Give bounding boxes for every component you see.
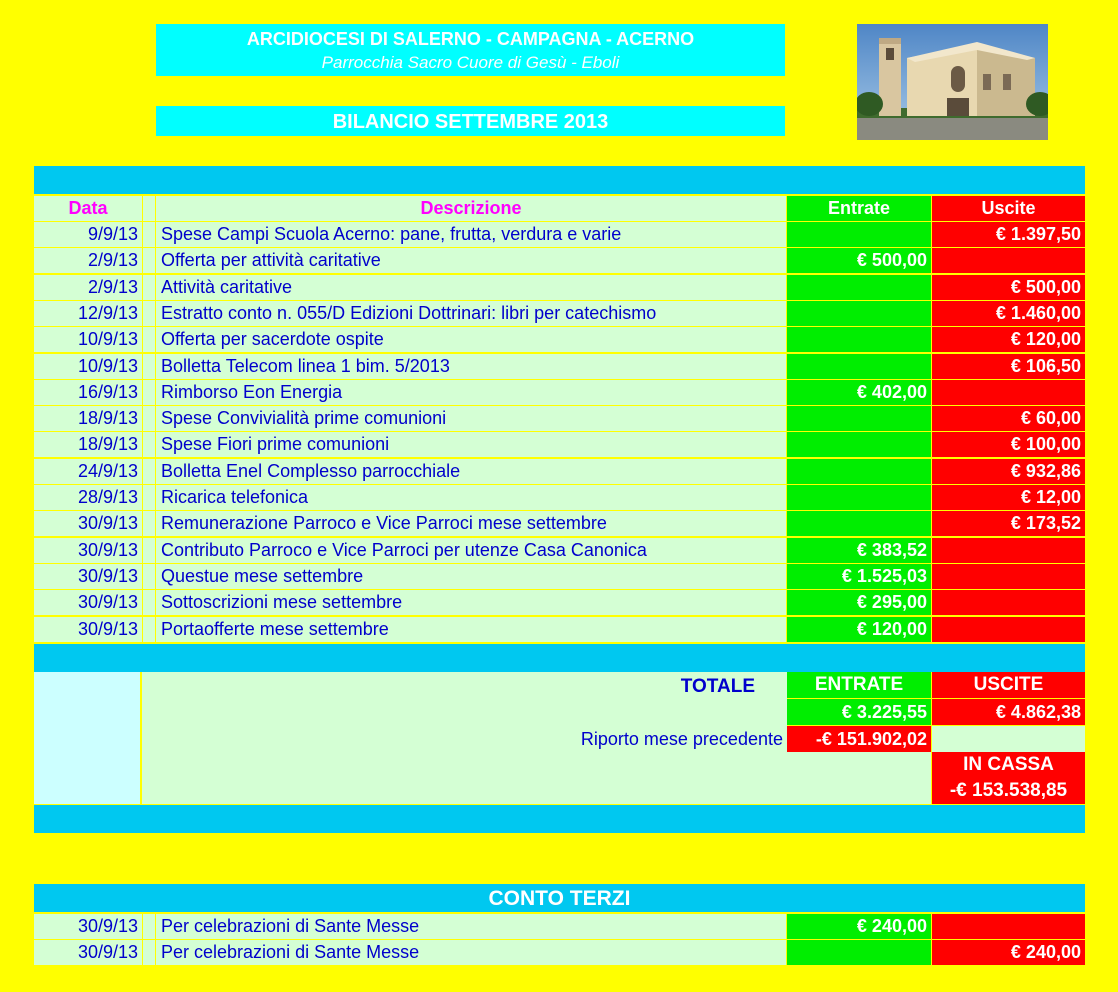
row-expense [932, 248, 1085, 273]
row-expense: € 1.460,00 [932, 301, 1085, 326]
spacer-cell [143, 432, 155, 457]
header-title-box [156, 24, 785, 76]
row-income: € 500,00 [787, 248, 931, 273]
spacer-cell [143, 248, 155, 273]
table-row [34, 459, 1085, 484]
table-header-row [34, 196, 1085, 221]
row-income [787, 354, 931, 379]
spacer-cell [143, 914, 155, 939]
row-date: 2/9/13 [34, 248, 142, 273]
third-party-title: CONTO TERZI [34, 884, 1085, 912]
table-row [34, 275, 1085, 300]
row-income [787, 459, 931, 484]
column-header-expense: Uscite [932, 196, 1085, 221]
parish-subtitle: Parrocchia Sacro Cuore di Gesù - Eboli [321, 53, 620, 72]
row-description: Spese Fiori prime comunioni [156, 432, 786, 457]
row-date: 10/9/13 [34, 354, 142, 379]
spacer-cell [143, 511, 155, 536]
table-row [34, 248, 1085, 273]
table-middle-bar [34, 644, 1085, 672]
row-description: Per celebrazioni di Sante Messe [156, 914, 786, 939]
totals-panel [142, 672, 787, 804]
spacer-cell [143, 301, 155, 326]
row-description: Remunerazione Parroco e Vice Parroci mese settembre [156, 511, 786, 536]
table-row [34, 940, 1085, 965]
row-income [787, 485, 931, 510]
spacer-cell [143, 354, 155, 379]
row-expense: € 240,00 [932, 940, 1085, 965]
spacer-cell [143, 940, 155, 965]
row-description: Per celebrazioni di Sante Messe [156, 940, 786, 965]
table-row [34, 327, 1085, 352]
row-date: 30/9/13 [34, 940, 142, 965]
row-expense [932, 590, 1085, 615]
row-description: Questue mese settembre [156, 564, 786, 589]
row-expense: € 12,00 [932, 485, 1085, 510]
table-row [34, 564, 1085, 589]
row-income: € 383,52 [787, 538, 931, 563]
row-description: Offerta per sacerdote ospite [156, 327, 786, 352]
column-header-description: Descrizione [156, 196, 786, 221]
cash-value: -€ 153.538,85 [949, 780, 1068, 801]
table-row [34, 617, 1085, 642]
row-date: 30/9/13 [34, 617, 142, 642]
row-expense: € 500,00 [932, 275, 1085, 300]
table-row [34, 432, 1085, 457]
row-date: 28/9/13 [34, 485, 142, 510]
table-bottom-bar [34, 805, 1085, 833]
spacer-cell [143, 196, 155, 221]
column-header-date: Data [34, 196, 142, 221]
row-income: € 1.525,03 [787, 564, 931, 589]
row-date: 16/9/13 [34, 380, 142, 405]
totals-left-panel [34, 672, 140, 804]
row-date: 30/9/13 [34, 590, 142, 615]
table-row [34, 590, 1085, 615]
carry-over-empty-cell [932, 726, 1085, 752]
table-row [34, 354, 1085, 379]
spacer-cell [143, 380, 155, 405]
row-description: Portaofferte mese settembre [156, 617, 786, 642]
income-total-value: € 3.225,55 [787, 699, 931, 725]
table-row [34, 406, 1085, 431]
row-income [787, 327, 931, 352]
spacer-cell [143, 459, 155, 484]
row-expense: € 932,86 [932, 459, 1085, 484]
row-description: Estratto conto n. 055/D Edizioni Dottrinari: libri per catechismo [156, 301, 786, 326]
row-description: Bolletta Enel Complesso parrocchiale [156, 459, 786, 484]
row-description: Offerta per attività caritative [156, 248, 786, 273]
church-photo [857, 24, 1048, 140]
row-income [787, 940, 931, 965]
row-description: Spese Convivialità prime comunioni [156, 406, 786, 431]
cash-label: IN CASSA [963, 754, 1054, 775]
row-date: 12/9/13 [34, 301, 142, 326]
table-row [34, 511, 1085, 536]
row-date: 18/9/13 [34, 406, 142, 431]
row-income [787, 222, 931, 247]
row-income [787, 432, 931, 457]
row-income: € 120,00 [787, 617, 931, 642]
table-top-bar [34, 166, 1085, 194]
row-income [787, 275, 931, 300]
row-description: Spese Campi Scuola Acerno: pane, frutta, verdura e varie [156, 222, 786, 247]
report-title: BILANCIO SETTEMBRE 2013 [156, 106, 785, 136]
row-description: Sottoscrizioni mese settembre [156, 590, 786, 615]
carry-over-label: Riporto mese precedente [580, 729, 783, 749]
row-income [787, 406, 931, 431]
row-date: 30/9/13 [34, 564, 142, 589]
row-date: 9/9/13 [34, 222, 142, 247]
table-row [34, 914, 1085, 939]
row-expense [932, 914, 1085, 939]
table-row [34, 538, 1085, 563]
row-income [787, 301, 931, 326]
row-description: Ricarica telefonica [156, 485, 786, 510]
row-description: Rimborso Eon Energia [156, 380, 786, 405]
expense-total-value: € 4.862,38 [932, 699, 1085, 725]
row-income [787, 511, 931, 536]
totals-income-header: ENTRATE [787, 672, 931, 698]
row-income: € 240,00 [787, 914, 931, 939]
cash-box [932, 752, 1085, 804]
row-date: 10/9/13 [34, 327, 142, 352]
row-date: 30/9/13 [34, 914, 142, 939]
row-expense: € 100,00 [932, 432, 1085, 457]
transactions-table [34, 196, 1085, 642]
spacer-cell [143, 617, 155, 642]
row-description: Contributo Parroco e Vice Parroci per utenze Casa Canonica [156, 538, 786, 563]
spacer-cell [143, 538, 155, 563]
diocese-title: ARCIDIOCESI DI SALERNO - CAMPAGNA - ACERNO [246, 29, 695, 49]
row-date: 2/9/13 [34, 275, 142, 300]
row-date: 24/9/13 [34, 459, 142, 484]
row-expense [932, 564, 1085, 589]
carry-over-value: -€ 151.902,02 [787, 726, 931, 752]
row-expense: € 120,00 [932, 327, 1085, 352]
table-row [34, 485, 1085, 510]
third-party-table [34, 914, 1085, 967]
row-income: € 295,00 [787, 590, 931, 615]
row-expense: € 106,50 [932, 354, 1085, 379]
row-date: 18/9/13 [34, 432, 142, 457]
row-expense: € 60,00 [932, 406, 1085, 431]
row-date: 30/9/13 [34, 511, 142, 536]
column-header-income: Entrate [787, 196, 931, 221]
spacer-cell [143, 590, 155, 615]
spacer-cell [143, 485, 155, 510]
row-expense: € 173,52 [932, 511, 1085, 536]
row-income: € 402,00 [787, 380, 931, 405]
row-expense [932, 617, 1085, 642]
row-description: Bolletta Telecom linea 1 bim. 5/2013 [156, 354, 786, 379]
row-description: Attività caritative [156, 275, 786, 300]
row-expense: € 1.397,50 [932, 222, 1085, 247]
cash-empty-cell [787, 752, 931, 804]
row-date: 30/9/13 [34, 538, 142, 563]
totals-label: TOTALE [680, 676, 755, 697]
table-row [34, 222, 1085, 247]
row-expense [932, 538, 1085, 563]
spacer-cell [143, 564, 155, 589]
spacer-cell [143, 222, 155, 247]
spacer-cell [143, 406, 155, 431]
table-row [34, 301, 1085, 326]
totals-expense-header: USCITE [932, 672, 1085, 698]
spacer-cell [143, 327, 155, 352]
row-expense [932, 380, 1085, 405]
table-row [34, 380, 1085, 405]
spacer-cell [143, 275, 155, 300]
